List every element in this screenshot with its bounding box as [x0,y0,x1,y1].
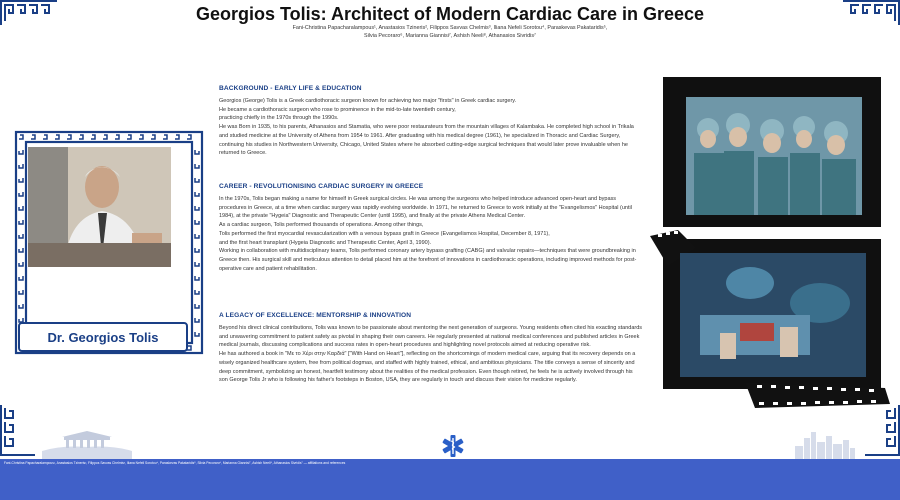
author-line-1: Fani-Christina Papacharalampous¹, Anastasios Tzineris², Filippos Savvas Chelmis³, Iliana Nefeli Sorotou⁴, Paraskevas Pakataridis⁵, [292,25,608,31]
author-line-2: Silvia Pecoraro⁶, Marianna Giannisi⁷, Ashish Neeli⁸, Athanasios Sivridis⁷ [364,33,536,39]
section-career [219,183,643,273]
paragraph: Tolis performed the first myocardial revascularization with a venous bypass graft in Greece (Evangelismos Hospital, December 8, 1971), [219,230,550,237]
footer-references: Fani-Christina Papacharalampous¹, Anastasios Tzineris², Filippos Savvas Chelmis³, Iliana Nefeli Sorotou⁴, Paraskevas Pakataridis⁵, Silvia Pecoraro⁶, Marianna Giannisi⁷, Ashish Neeli⁸, Athanasios Sivridis⁷ — affiliations and references [4,461,346,465]
surgical-team-illustration-icon [686,97,862,215]
paragraph: He was Born in 1935, to his parents, Athanasios and Stamatia, who were poor restaurateurs from the mountain villages of Kalambaka. He completed high school in Trikala and studied medicine at the University of Athens from 1954 to 1961. After graduating with his medical degree (1961), he specialized in Thoracic and Cardiac Surgery, continuing his studies in Northwestern University, Chicago, United States where he absorbed cutting-edge surgical techniques that would later prove invaluable when he returned to Greece. [219,124,634,157]
section-background [219,85,643,158]
author-list [230,24,670,40]
film-curl-icon [745,378,890,412]
section-heading: CAREER - REVOLUTIONISING CARDIAC SURGERY IN GREECE [219,183,424,190]
section-legacy [219,312,643,385]
surgical-team-photo [686,97,862,215]
paragraph: In the 1970s, Tolis began making a name for himself in Greek surgical circles. He was among the surgeons who helped introduce advanced open-heart and bypass procedures in Greece, at a time when cardiac surgery was rapidly evolving worldwide. In 1971, he returned to Greece to work initially at the "Evangelismos" Hospital (until 1984), at the private "Hygeia" Diagnostic and Therapeutic Center (until 1995), and finally at the private Athens Medical Center. [219,196,632,220]
star-of-life-icon [441,434,465,458]
operation-photo [680,253,866,377]
section-heading: A LEGACY OF EXCELLENCE: MENTORSHIP & INNOVATION [219,312,412,319]
greek-key-corner-bottom-left-icon [0,404,36,456]
portrait-photo [28,147,171,267]
section-heading: BACKGROUND - EARLY LIFE & EDUCATION [219,85,362,92]
section-body [219,195,643,273]
paragraph: He became a cardiothoracic surgeon who rose to prominence in the mid-to-late twentieth century, [219,106,456,113]
city-skyline-icon [795,428,855,459]
paragraph: Beyond his direct clinical contributions, Tolis was known to be passionate about mentoring the next generation of surgeons. Young residents often cited his exacting standards and unwavering commitment to patient safety as pivotal in shaping their own careers. He regularly presented at national medical conferences and published articles in Greek medical journals, discussing complications and success rates in open-heart procedures and highlighting novel protocols aimed at reducing operative risk. [219,325,643,349]
name-banner [18,322,188,352]
acropolis-icon [42,425,132,459]
surgeon-name: Dr. Georgios Tolis [47,330,159,345]
paragraph: and the first heart transplant (Hygeia Diagnostic and Therapeutic Center, April 3, 1990). [219,239,432,246]
poster-title: Georgios Tolis: Architect of Modern Cardiac Care in Greece [195,4,705,24]
paragraph: As a cardiac surgeon, Tolis performed thousands of operations. Among other things, [219,222,424,229]
paragraph: He has authored a book in "Με το Χέρι στην Καρδιά" ["With Hand on Heart"], reflecting on the shortcomings of modern medical care, arguing that its recovery depends on a wisely organized healthcare system, free from political dogmas, and staffed with highly trained, ethical, and ambitious physicians. The title conveys a sense of sincerity and deep commitment, symbolizing an honest, heartfelt testimony about the realities of the medical profession. Even though retired, he feels he is actively involved through his son George Tolis Jr who is following his father's footsteps in Boston, USA, they are regularly in touch and discuss their vision for medicine regularly. [219,351,636,384]
paragraph: Working in collaboration with multidisciplinary teams, Tolis performed coronary artery bypass grafting (CABG) and valvular repairs—techniques that were groundbreaking in Greece then. His surgical skill and meticulous attention to detail placed him at the forefront of innovations in cardiothoracic operations, including improved methods for post-operative care and patient rehabilitation. [219,248,637,272]
paragraph: Georgios (George) Tolis is a Greek cardiothoracic surgeon known for achieving two major "firsts" in Greek cardiac surgery. [219,98,517,104]
paragraph: practicing chiefly in the 1970s through the 1990s. [219,115,339,122]
portrait-illustration-icon [28,147,171,267]
section-body [219,97,643,158]
operation-illustration-icon [680,253,866,377]
section-body [219,324,643,385]
